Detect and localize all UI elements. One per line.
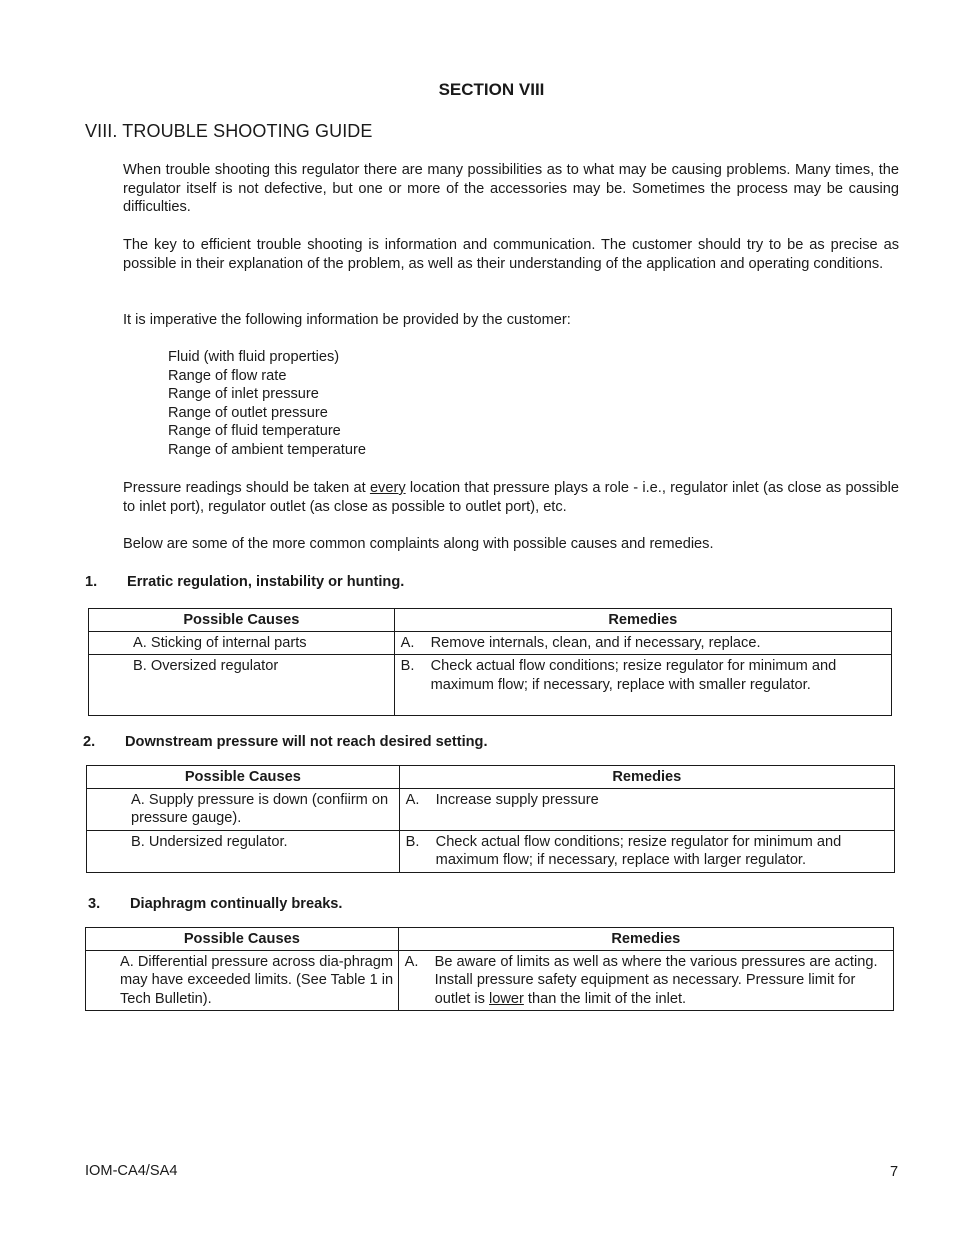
- problem-title: Diaphragm continually breaks.: [130, 896, 343, 912]
- table-row: [87, 788, 895, 830]
- table-header-row: [87, 766, 895, 789]
- remedy-letter: A.: [404, 953, 419, 970]
- cause-cell: A. Sticking of internal parts: [89, 631, 395, 655]
- remedy-letter: A.: [400, 634, 415, 651]
- list-item: Fluid (with fluid properties): [168, 349, 340, 365]
- table-row: [87, 830, 895, 872]
- problem-number: 1.: [85, 574, 98, 590]
- paragraph-text: location that pressure plays a role - i.e., regulator inlet (as close as possible to inlet port), regulator outlet (as close as possible to outlet port), etc.: [123, 480, 899, 515]
- remedy-letter: B.: [400, 658, 415, 675]
- problem-number: 3.: [88, 896, 101, 912]
- paragraph-text: Pressure readings should be taken at: [123, 480, 370, 496]
- table-header-row: [86, 928, 894, 951]
- remedies-header: Remedies: [398, 928, 893, 951]
- remedy-cell: [394, 631, 891, 655]
- section-title: SECTION VIII: [438, 80, 545, 99]
- table-row: [89, 631, 892, 655]
- remedy-text-part: than the limit of the inlet.: [523, 990, 687, 1007]
- remedy-text-part: Be aware of limits as well as where the various pressures are acting. Install pressure safety equipment as necessary. Pressure limit for outlet is: [434, 953, 878, 1007]
- remedy-text: Check actual flow conditions; resize regulator for minimum and maximum flow; if necessary, replace with smaller regulator.: [430, 658, 837, 693]
- list-item: Range of ambient temperature: [168, 441, 366, 458]
- key-paragraph: The key to efficient trouble shooting is information and communication. The customer should try to be as precise as possible in their explanation of the problem, as well as their understanding of the application and operating conditions.: [123, 237, 899, 272]
- cause-cell: A. Differential pressure across dia-phragm may have exceeded limits. (See Table 1 in Tech Bulletin).: [86, 950, 399, 1011]
- intro-paragraph: When trouble shooting this regulator there are many possibilities as to what may be causing problems. Many times, the regulator itself is not defective, but one or more of the accessories may be. Sometimes the process may be causing difficulties.: [123, 162, 899, 216]
- remedy-cell: [398, 950, 893, 1011]
- document-id: IOM-CA4/SA4: [85, 1163, 178, 1179]
- problem-table-3: [85, 927, 894, 1011]
- cause-cell: A. Supply pressure is down (confiirm on pressure gauge).: [87, 788, 400, 830]
- table-row: [86, 950, 894, 1011]
- remedy-letter: A.: [405, 791, 420, 808]
- causes-header: Possible Causes: [89, 609, 395, 632]
- pressure-readings-paragraph: [123, 479, 899, 516]
- page-number: 7: [890, 1164, 899, 1180]
- remedy-text: Remove internals, clean, and if necessary, replace.: [430, 634, 761, 651]
- list-item: Range of outlet pressure: [168, 404, 328, 421]
- underlined-word: lower: [489, 990, 524, 1007]
- list-item: Range of fluid temperature: [168, 423, 341, 440]
- remedy-text: [435, 953, 887, 1009]
- remedies-header: Remedies: [399, 766, 894, 789]
- underlined-word: every: [369, 480, 406, 496]
- remedy-cell: [399, 830, 894, 872]
- required-info-list: [168, 348, 366, 460]
- table-row: [89, 655, 892, 716]
- guide-title: VIII. TROUBLE SHOOTING GUIDE: [85, 121, 373, 141]
- causes-header: Possible Causes: [86, 928, 399, 951]
- remedy-text: Check actual flow conditions; resize regulator for minimum and maximum flow; if necessary, replace with larger regulator.: [435, 833, 842, 869]
- cause-cell: B. Undersized regulator.: [87, 830, 400, 872]
- problem-table-2: [86, 765, 895, 873]
- list-item: Range of flow rate: [168, 367, 287, 384]
- cause-cell: B. Oversized regulator: [89, 655, 395, 716]
- problem-heading-1: [85, 574, 404, 590]
- problem-heading-2: [83, 734, 488, 750]
- problem-heading-3: [88, 896, 342, 912]
- remedy-cell: [399, 788, 894, 830]
- causes-header: Possible Causes: [87, 766, 400, 789]
- remedy-cell: [394, 655, 891, 716]
- problem-title: Erratic regulation, instability or hunting.: [127, 574, 405, 590]
- problem-table-1: [88, 608, 892, 716]
- problem-title: Downstream pressure will not reach desired setting.: [125, 734, 488, 750]
- remedies-header: Remedies: [394, 609, 891, 632]
- complaints-paragraph: Below are some of the more common complaints along with possible causes and remedies.: [123, 536, 714, 552]
- remedy-letter: B.: [405, 833, 420, 850]
- list-item: Range of inlet pressure: [168, 386, 319, 403]
- problem-number: 2.: [83, 734, 96, 750]
- remedy-text: Increase supply pressure: [435, 791, 599, 808]
- imperative-paragraph: It is imperative the following information be provided by the customer:: [123, 312, 571, 328]
- table-header-row: [89, 609, 892, 632]
